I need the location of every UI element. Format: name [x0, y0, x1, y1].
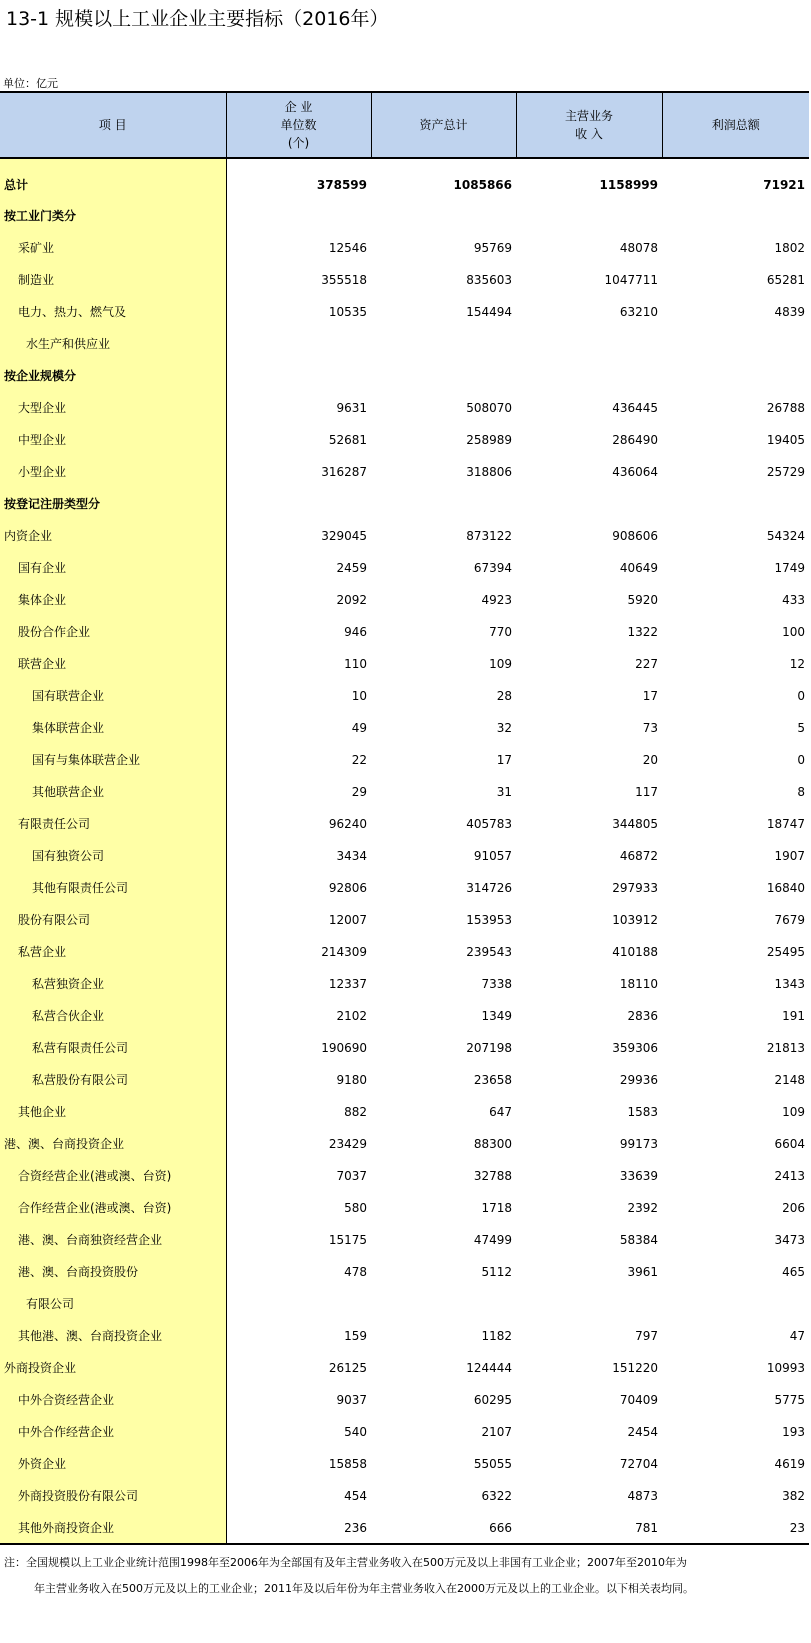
enterprise-count-cell: 15175: [328, 1233, 367, 1247]
revenue-cell: 410188: [612, 945, 658, 959]
table-row: [0, 1064, 809, 1096]
revenue-cell: 33639: [619, 1169, 658, 1183]
enterprise-count-cell: 23429: [328, 1137, 367, 1151]
enterprise-count-cell: 2459: [336, 561, 367, 575]
enterprise-count-cell: 454: [344, 1489, 367, 1503]
profit-cell: 25495: [766, 945, 805, 959]
enterprise-count-cell: 9037: [336, 1393, 367, 1407]
revenue-cell: 117: [635, 785, 658, 799]
revenue-cell: 1583: [627, 1105, 658, 1119]
table-row: [0, 1384, 809, 1416]
table-row: [0, 392, 809, 424]
table-header-row: [0, 92, 809, 158]
table-row: [0, 328, 809, 360]
row-label: 水生产和供应业: [0, 328, 226, 360]
enterprise-count-cell: 580: [344, 1201, 367, 1215]
footnote: [4, 1550, 804, 1602]
total-assets-cell: [371, 360, 516, 392]
enterprise-count-cell: 15858: [328, 1457, 367, 1471]
profit-cell: 5775: [774, 1393, 805, 1407]
profit-cell: 26788: [766, 401, 805, 415]
total-assets-cell: 5112: [481, 1265, 512, 1279]
profit-cell: 0: [797, 753, 805, 767]
revenue-cell: 297933: [612, 881, 658, 895]
enterprise-count-cell: 96240: [328, 817, 367, 831]
table-row: [0, 552, 809, 584]
table-row: [0, 1416, 809, 1448]
total-assets-cell: 4923: [481, 593, 512, 607]
enterprise-count-cell: 3434: [336, 849, 367, 863]
profit-cell: 16840: [766, 881, 805, 895]
profit-cell: 23: [662, 1512, 809, 1544]
header-total-assets: 资产总计: [371, 92, 516, 158]
row-label: 外商投资股份有限公司: [0, 1480, 226, 1512]
revenue-cell: 48078: [619, 241, 658, 255]
table-row: [0, 360, 809, 392]
row-label: 合资经营企业(港或澳、台资): [0, 1160, 226, 1192]
row-label: 小型企业: [0, 456, 226, 488]
revenue-cell: 20: [642, 753, 658, 767]
enterprise-count-cell: 378599: [316, 177, 367, 192]
enterprise-count-cell: 214309: [321, 945, 367, 959]
row-label: 内资企业: [0, 520, 226, 552]
row-label: 其他港、澳、台商投资企业: [0, 1320, 226, 1352]
total-assets-cell: 1182: [481, 1329, 512, 1343]
row-label: 股份合作企业: [0, 616, 226, 648]
profit-cell: 4839: [774, 305, 805, 319]
profit-cell: 1343: [774, 977, 805, 991]
revenue-cell: 2392: [627, 1201, 658, 1215]
revenue-cell: [516, 200, 662, 232]
table-row: [0, 584, 809, 616]
revenue-cell: 5920: [627, 593, 658, 607]
profit-cell: [662, 488, 809, 520]
profit-cell: 3473: [774, 1233, 805, 1247]
row-label: 中型企业: [0, 424, 226, 456]
profit-cell: 4619: [774, 1457, 805, 1471]
revenue-cell: 227: [635, 657, 658, 671]
total-assets-cell: 314726: [466, 881, 512, 895]
total-assets-cell: 154494: [466, 305, 512, 319]
total-assets-cell: 7338: [481, 977, 512, 991]
enterprise-count-cell: 316287: [321, 465, 367, 479]
enterprise-count-cell: 159: [344, 1329, 367, 1343]
profit-cell: 1802: [774, 241, 805, 255]
table-row: [0, 1288, 809, 1320]
row-label: 私营有限责任公司: [0, 1032, 226, 1064]
row-label: 私营股份有限公司: [0, 1064, 226, 1096]
total-assets-cell: [371, 328, 516, 360]
enterprise-count-cell: 2092: [336, 593, 367, 607]
revenue-cell: 4873: [627, 1489, 658, 1503]
table-row: [0, 520, 809, 552]
total-assets-cell: 6322: [481, 1489, 512, 1503]
row-label: 电力、热力、燃气及: [0, 296, 226, 328]
revenue-cell: 72704: [619, 1457, 658, 1471]
total-assets-cell: 153953: [466, 913, 512, 927]
total-assets-cell: 55055: [473, 1457, 512, 1471]
enterprise-count-cell: 9180: [336, 1073, 367, 1087]
row-label: 大型企业: [0, 392, 226, 424]
revenue-cell: 70409: [619, 1393, 658, 1407]
row-label: 中外合作经营企业: [0, 1416, 226, 1448]
table-row: [0, 1448, 809, 1480]
table-row: [0, 904, 809, 936]
profit-cell: 433: [782, 593, 805, 607]
enterprise-count-cell: 10535: [328, 305, 367, 319]
row-label: 国有与集体联营企业: [0, 744, 226, 776]
total-assets-cell: 508070: [466, 401, 512, 415]
header-item: 项 目: [0, 92, 226, 158]
total-assets-cell: 28: [496, 689, 512, 703]
total-assets-cell: 109: [489, 657, 512, 671]
table-row: [0, 936, 809, 968]
revenue-cell: 40649: [619, 561, 658, 575]
row-label: 中外合资经营企业: [0, 1384, 226, 1416]
revenue-cell: 103912: [612, 913, 658, 927]
unit-label: 单位：亿元: [3, 77, 58, 90]
table-row: [0, 264, 809, 296]
enterprise-count-cell: [226, 1288, 371, 1320]
revenue-cell: 2836: [627, 1009, 658, 1023]
table-row: [0, 1128, 809, 1160]
table-row: [0, 1256, 809, 1288]
row-label: 外资企业: [0, 1448, 226, 1480]
table-row: [0, 1352, 809, 1384]
revenue-cell: [516, 360, 662, 392]
table-row: [0, 1480, 809, 1512]
row-label: 其他企业: [0, 1096, 226, 1128]
total-assets-cell: 666: [371, 1512, 516, 1544]
total-assets-cell: 88300: [473, 1137, 512, 1151]
enterprise-count-cell: 236: [226, 1512, 371, 1544]
revenue-cell: 286490: [612, 433, 658, 447]
revenue-cell: 1047711: [604, 273, 658, 287]
profit-cell: 109: [782, 1105, 805, 1119]
table-row: [0, 776, 809, 808]
row-label: 合作经营企业(港或澳、台资): [0, 1192, 226, 1224]
row-label: 集体企业: [0, 584, 226, 616]
row-label: 联营企业: [0, 648, 226, 680]
profit-cell: 1907: [774, 849, 805, 863]
enterprise-count-cell: 12546: [328, 241, 367, 255]
enterprise-count-cell: 540: [344, 1425, 367, 1439]
profit-cell: 47: [789, 1329, 805, 1343]
profit-cell: 21813: [766, 1041, 805, 1055]
row-label: 港、澳、台商投资股份: [0, 1256, 226, 1288]
header-enterprise-count: 企 业 单位数 (个): [226, 92, 371, 158]
revenue-cell: 1322: [627, 625, 658, 639]
table-row: [0, 712, 809, 744]
row-label: 外商投资企业: [0, 1352, 226, 1384]
revenue-cell: 2454: [627, 1425, 658, 1439]
profit-cell: 2413: [774, 1169, 805, 1183]
profit-cell: 465: [782, 1265, 805, 1279]
row-label: 按企业规模分: [0, 360, 226, 392]
revenue-cell: 1158999: [599, 177, 658, 192]
enterprise-count-cell: 190690: [321, 1041, 367, 1055]
profit-cell: 382: [782, 1489, 805, 1503]
row-label: 国有独资公司: [0, 840, 226, 872]
enterprise-count-cell: 10: [351, 689, 367, 703]
total-assets-cell: 239543: [466, 945, 512, 959]
total-assets-cell: 32788: [473, 1169, 512, 1183]
row-label: 私营合伙企业: [0, 1000, 226, 1032]
enterprise-count-cell: [226, 488, 371, 520]
table-row: [0, 1320, 809, 1352]
table-row: [0, 424, 809, 456]
total-assets-cell: 17: [496, 753, 512, 767]
enterprise-count-cell: 9631: [336, 401, 367, 415]
table-row: [0, 456, 809, 488]
footnote-line-1: 注：全国规模以上工业企业统计范围1998年至2006年为全部国有及年主营业务收入在500万元及以上非国有工业企业；2007年至2010年为: [4, 1556, 687, 1569]
table-row: [0, 232, 809, 264]
revenue-cell: 17: [642, 689, 658, 703]
revenue-cell: 781: [516, 1512, 662, 1544]
table-row: [0, 968, 809, 1000]
row-label: 有限公司: [0, 1288, 226, 1320]
table-row: [0, 1160, 809, 1192]
revenue-cell: [516, 1288, 662, 1320]
revenue-cell: 99173: [619, 1137, 658, 1151]
revenue-cell: 63210: [619, 305, 658, 319]
table-row: [0, 872, 809, 904]
table-row: [0, 488, 809, 520]
total-assets-cell: 1718: [481, 1201, 512, 1215]
table-row: [0, 158, 809, 200]
total-assets-cell: 23658: [473, 1073, 512, 1087]
table-row: [0, 200, 809, 232]
revenue-cell: 344805: [612, 817, 658, 831]
revenue-cell: 436064: [612, 465, 658, 479]
revenue-cell: 436445: [612, 401, 658, 415]
row-label: 国有联营企业: [0, 680, 226, 712]
profit-cell: 65281: [766, 273, 805, 287]
total-assets-cell: [371, 1288, 516, 1320]
table-row: [0, 296, 809, 328]
total-assets-cell: 647: [489, 1105, 512, 1119]
profit-cell: 0: [797, 689, 805, 703]
profit-cell: 7679: [774, 913, 805, 927]
total-assets-cell: 873122: [466, 529, 512, 543]
total-assets-cell: [371, 488, 516, 520]
enterprise-count-cell: 946: [344, 625, 367, 639]
enterprise-count-cell: 2102: [336, 1009, 367, 1023]
profit-cell: 19405: [766, 433, 805, 447]
total-assets-cell: 31: [496, 785, 512, 799]
total-assets-cell: 95769: [473, 241, 512, 255]
revenue-cell: 18110: [619, 977, 658, 991]
row-label: 股份有限公司: [0, 904, 226, 936]
row-label: 采矿业: [0, 232, 226, 264]
enterprise-count-cell: 12337: [328, 977, 367, 991]
enterprise-count-cell: 355518: [321, 273, 367, 287]
header-main-business-revenue: 主营业务 收 入: [516, 92, 662, 158]
row-label: 按工业门类分: [0, 200, 226, 232]
page-title: 13-1 规模以上工业企业主要指标（2016年）: [6, 8, 389, 30]
row-label: 其他有限责任公司: [0, 872, 226, 904]
profit-cell: 1749: [774, 561, 805, 575]
row-label: 港、澳、台商投资企业: [0, 1128, 226, 1160]
total-assets-cell: 124444: [466, 1361, 512, 1375]
revenue-cell: 3961: [627, 1265, 658, 1279]
table-row: [0, 808, 809, 840]
enterprise-count-cell: 329045: [321, 529, 367, 543]
profit-cell: [662, 328, 809, 360]
total-assets-cell: 258989: [466, 433, 512, 447]
enterprise-count-cell: 478: [344, 1265, 367, 1279]
profit-cell: 100: [782, 625, 805, 639]
enterprise-count-cell: [226, 328, 371, 360]
total-assets-cell: 60295: [473, 1393, 512, 1407]
profit-cell: 5: [797, 721, 805, 735]
row-label: 其他联营企业: [0, 776, 226, 808]
table-row: [0, 616, 809, 648]
enterprise-count-cell: 52681: [328, 433, 367, 447]
table-row: [0, 1000, 809, 1032]
table-row: [0, 1224, 809, 1256]
revenue-cell: 73: [642, 721, 658, 735]
row-label: 其他外商投资企业: [0, 1512, 226, 1544]
total-assets-cell: 207198: [466, 1041, 512, 1055]
row-label: 制造业: [0, 264, 226, 296]
footnote-line-2: 年主营业务收入在500万元及以上的工业企业；2011年及以后年份为年主营业务收入在2000万元及以上的工业企业。以下相关表均同。: [34, 1582, 694, 1595]
table-row: [0, 1512, 809, 1544]
profit-cell: 18747: [766, 817, 805, 831]
enterprise-count-cell: 29: [351, 785, 367, 799]
profit-cell: 54324: [766, 529, 805, 543]
total-assets-cell: 1085866: [453, 177, 512, 192]
row-label: 按登记注册类型分: [0, 488, 226, 520]
table-row: [0, 1096, 809, 1128]
enterprise-count-cell: 49: [351, 721, 367, 735]
total-assets-cell: 1349: [481, 1009, 512, 1023]
enterprise-count-cell: 7037: [336, 1169, 367, 1183]
total-assets-cell: 91057: [473, 849, 512, 863]
header-total-profit: 利润总额: [662, 92, 809, 158]
profit-cell: 6604: [774, 1137, 805, 1151]
total-assets-cell: 835603: [466, 273, 512, 287]
profit-cell: [662, 200, 809, 232]
profit-cell: [662, 360, 809, 392]
table-row: [0, 744, 809, 776]
revenue-cell: 58384: [619, 1233, 658, 1247]
revenue-cell: 151220: [612, 1361, 658, 1375]
revenue-cell: 29936: [619, 1073, 658, 1087]
enterprise-count-cell: 92806: [328, 881, 367, 895]
profit-cell: [662, 1288, 809, 1320]
profit-cell: 206: [782, 1201, 805, 1215]
revenue-cell: 908606: [612, 529, 658, 543]
table-row: [0, 1032, 809, 1064]
profit-cell: 193: [782, 1425, 805, 1439]
row-label: 集体联营企业: [0, 712, 226, 744]
total-assets-cell: 770: [489, 625, 512, 639]
table-row: [0, 840, 809, 872]
enterprise-count-cell: [226, 360, 371, 392]
profit-cell: 191: [782, 1009, 805, 1023]
enterprise-count-cell: 110: [344, 657, 367, 671]
profit-cell: 8: [797, 785, 805, 799]
total-assets-cell: 32: [496, 721, 512, 735]
table-row: [0, 680, 809, 712]
revenue-cell: [516, 488, 662, 520]
enterprise-count-cell: [226, 200, 371, 232]
total-assets-cell: 2107: [481, 1425, 512, 1439]
enterprise-count-cell: 26125: [328, 1361, 367, 1375]
table-body: [0, 158, 809, 1544]
row-label: 港、澳、台商独资经营企业: [0, 1224, 226, 1256]
profit-cell: 2148: [774, 1073, 805, 1087]
total-assets-cell: 318806: [466, 465, 512, 479]
total-assets-cell: 47499: [473, 1233, 512, 1247]
row-label: 私营独资企业: [0, 968, 226, 1000]
enterprise-count-cell: 12007: [328, 913, 367, 927]
indicators-table: [0, 91, 809, 1545]
enterprise-count-cell: 22: [351, 753, 367, 767]
profit-cell: 71921: [763, 177, 805, 192]
total-assets-cell: [371, 200, 516, 232]
row-label: 总计: [0, 158, 226, 200]
revenue-cell: 46872: [619, 849, 658, 863]
profit-cell: 25729: [766, 465, 805, 479]
profit-cell: 10993: [766, 1361, 805, 1375]
revenue-cell: [516, 328, 662, 360]
row-label: 有限责任公司: [0, 808, 226, 840]
revenue-cell: 359306: [612, 1041, 658, 1055]
table-row: [0, 648, 809, 680]
total-assets-cell: 405783: [466, 817, 512, 831]
profit-cell: 12: [789, 657, 805, 671]
total-assets-cell: 67394: [473, 561, 512, 575]
row-label: 国有企业: [0, 552, 226, 584]
row-label: 私营企业: [0, 936, 226, 968]
enterprise-count-cell: 882: [344, 1105, 367, 1119]
table-row: [0, 1192, 809, 1224]
revenue-cell: 797: [635, 1329, 658, 1343]
